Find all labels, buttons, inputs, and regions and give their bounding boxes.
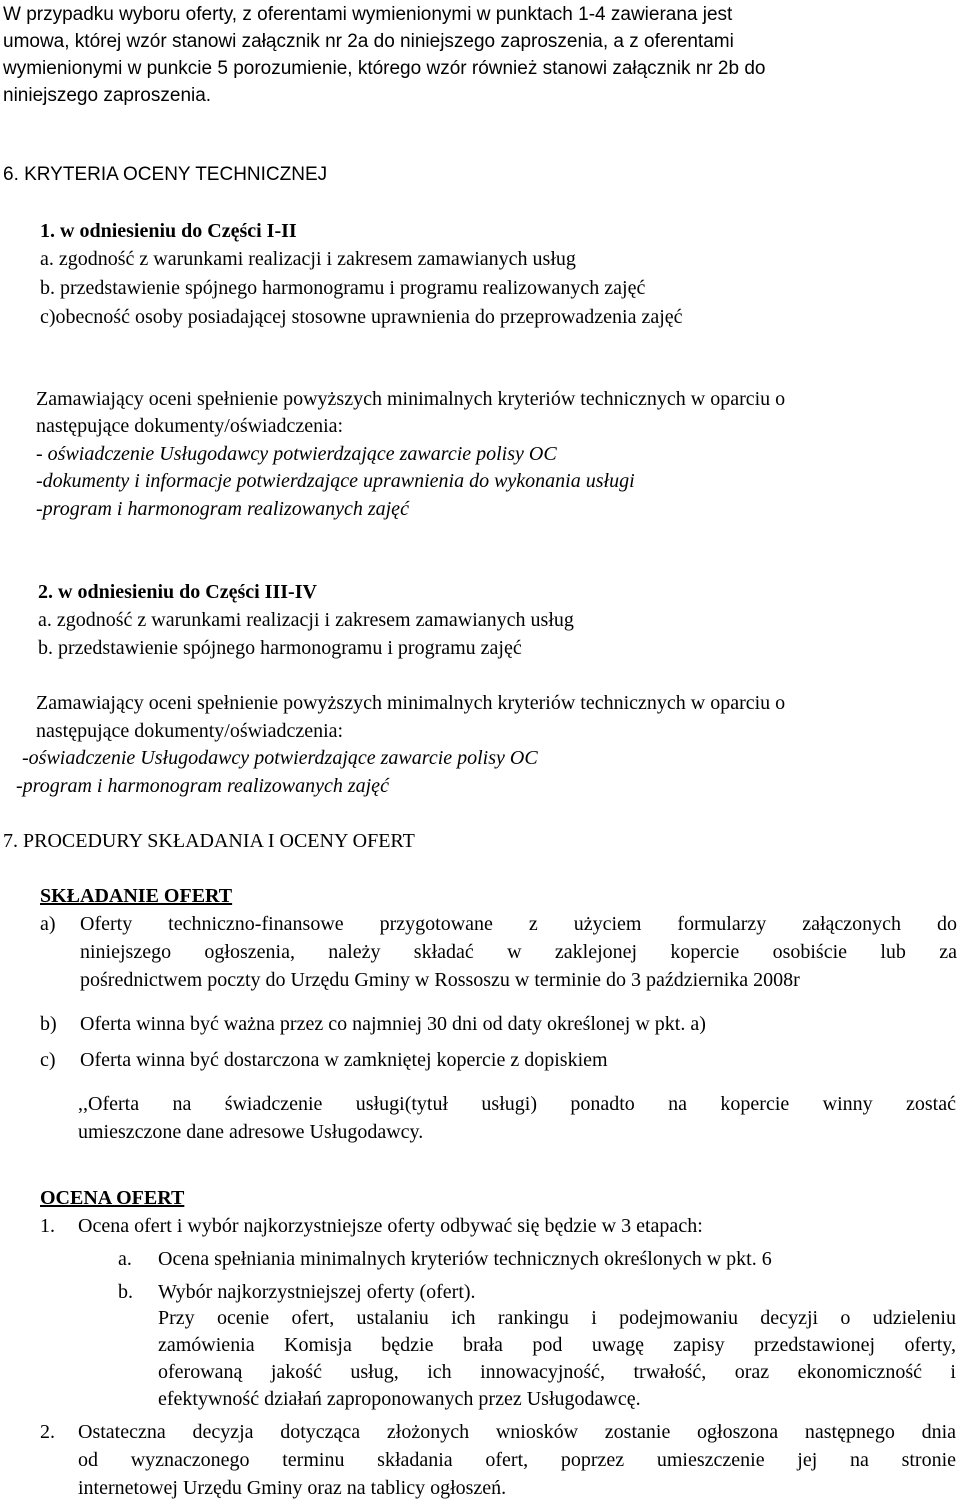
- evaluation-stage-b-text: oferowaną jakość usług, ich innowacyjność, trwałość, oraz ekonomiczność i: [158, 1361, 956, 1383]
- evaluation-item-2: internetowej Urzędu Gminy oraz na tablicy ogłoszeń.: [78, 1477, 507, 1499]
- list-marker: a): [40, 913, 56, 935]
- list-marker: a.: [118, 1248, 132, 1270]
- document-item: -program i harmonogram realizowanych zajęć: [16, 775, 389, 797]
- intro-line: wymienionymi w punkcie 5 porozumienie, którego wzór również stanowi załącznik nr 2b do: [3, 58, 766, 79]
- envelope-note: umieszczone dane adresowe Usługodawcy.: [78, 1121, 424, 1143]
- evaluation-text: następujące dokumenty/oświadczenia:: [36, 720, 344, 742]
- criterion-item: a. zgodność z warunkami realizacji i zakresem zamawianych usług: [40, 248, 576, 270]
- criterion-item: b. przedstawienie spójnego harmonogramu i programu realizowanych zajęć: [40, 277, 646, 299]
- document-item: -oświadczenie Usługodawcy potwierdzające zawarcie polisy OC: [22, 747, 538, 769]
- list-marker: b): [40, 1013, 57, 1035]
- intro-line: niniejszego zaproszenia.: [3, 85, 212, 106]
- section-6-heading: 6. KRYTERIA OCENY TECHNICZNEJ: [3, 164, 328, 185]
- intro-line: umowa, której wzór stanowi załącznik nr 2a do niniejszego zaproszenia, a z oferentami: [3, 31, 734, 52]
- list-marker: 2.: [40, 1421, 55, 1443]
- evaluation-text: Zamawiający oceni spełnienie powyższych minimalnych kryteriów technicznych w oparciu o: [36, 692, 786, 714]
- list-marker: 1.: [40, 1215, 55, 1237]
- evaluation-stage-b: Wybór najkorzystniejszej oferty (ofert).: [158, 1281, 476, 1303]
- part-2-heading: 2. w odniesieniu do Części III-IV: [38, 581, 317, 603]
- part-1-heading: 1. w odniesieniu do Części I-II: [40, 220, 297, 242]
- evaluation-stage-b-text: efektywność działań zaproponowanych przez Usługodawcę.: [158, 1388, 641, 1410]
- submission-item-b: Oferta winna być ważna przez co najmniej 30 dni od daty określonej w pkt. a): [80, 1013, 706, 1035]
- evaluation-item-1: Ocena ofert i wybór najkorzystniejsze oferty odbywać się będzie w 3 etapach:: [78, 1215, 703, 1237]
- envelope-note: ,,Oferta na świadczenie usługi(tytuł usługi) ponadto na kopercie winny zostać: [78, 1093, 956, 1115]
- evaluation-item-2: od wyznaczonego terminu składania ofert, poprzez umieszczenie jej na stronie: [78, 1449, 956, 1471]
- intro-line: W przypadku wyboru oferty, z oferentami wymienionymi w punktach 1-4 zawierana jest: [3, 4, 733, 25]
- submission-item-c: Oferta winna być dostarczona w zamkniętej kopercie z dopiskiem: [80, 1049, 608, 1071]
- list-marker: b.: [118, 1281, 133, 1303]
- evaluation-stage-b-text: zamówienia Komisja będzie brała pod uwagę zapisy przedstawionej oferty,: [158, 1334, 956, 1356]
- submission-item-a: Oferty techniczno-finansowe przygotowane z użyciem formularzy załączonych do: [80, 913, 957, 935]
- criterion-item: a. zgodność z warunkami realizacji i zakresem zamawianych usług: [38, 609, 574, 631]
- criterion-item: c)obecność osoby posiadającej stosowne uprawnienia do przeprowadzenia zajęć: [40, 306, 683, 328]
- document-item: -dokumenty i informacje potwierdzające uprawnienia do wykonania usługi: [36, 470, 635, 492]
- submission-heading: SKŁADANIE OFERT: [40, 885, 233, 907]
- evaluation-stage-a: Ocena spełniania minimalnych kryteriów technicznych określonych w pkt. 6: [158, 1248, 772, 1270]
- evaluation-item-2: Ostateczna decyzja dotycząca złożonych wniosków zostanie ogłoszona następnego dnia: [78, 1421, 956, 1443]
- submission-item-a: pośrednictwem poczty do Urzędu Gminy w Rossoszu w terminie do 3 października 2008r: [80, 969, 800, 991]
- evaluation-stage-b-text: Przy ocenie ofert, ustalaniu ich rankingu i podejmowaniu decyzji o udzieleniu: [158, 1307, 956, 1329]
- evaluation-text: Zamawiający oceni spełnienie powyższych minimalnych kryteriów technicznych w oparciu o: [36, 388, 786, 410]
- document-item: - oświadczenie Usługodawcy potwierdzające zawarcie polisy OC: [36, 443, 557, 465]
- evaluation-heading: OCENA OFERT: [40, 1187, 185, 1209]
- list-marker: c): [40, 1049, 56, 1071]
- document-item: -program i harmonogram realizowanych zajęć: [36, 498, 409, 520]
- evaluation-text: następujące dokumenty/oświadczenia:: [36, 415, 344, 437]
- section-7-heading: 7. PROCEDURY SKŁADANIA I OCENY OFERT: [3, 830, 415, 852]
- criterion-item: b. przedstawienie spójnego harmonogramu i programu zajęć: [38, 637, 522, 659]
- submission-item-a: niniejszego ogłoszenia, należy składać w zaklejonej kopercie osobiście lub za: [80, 941, 957, 963]
